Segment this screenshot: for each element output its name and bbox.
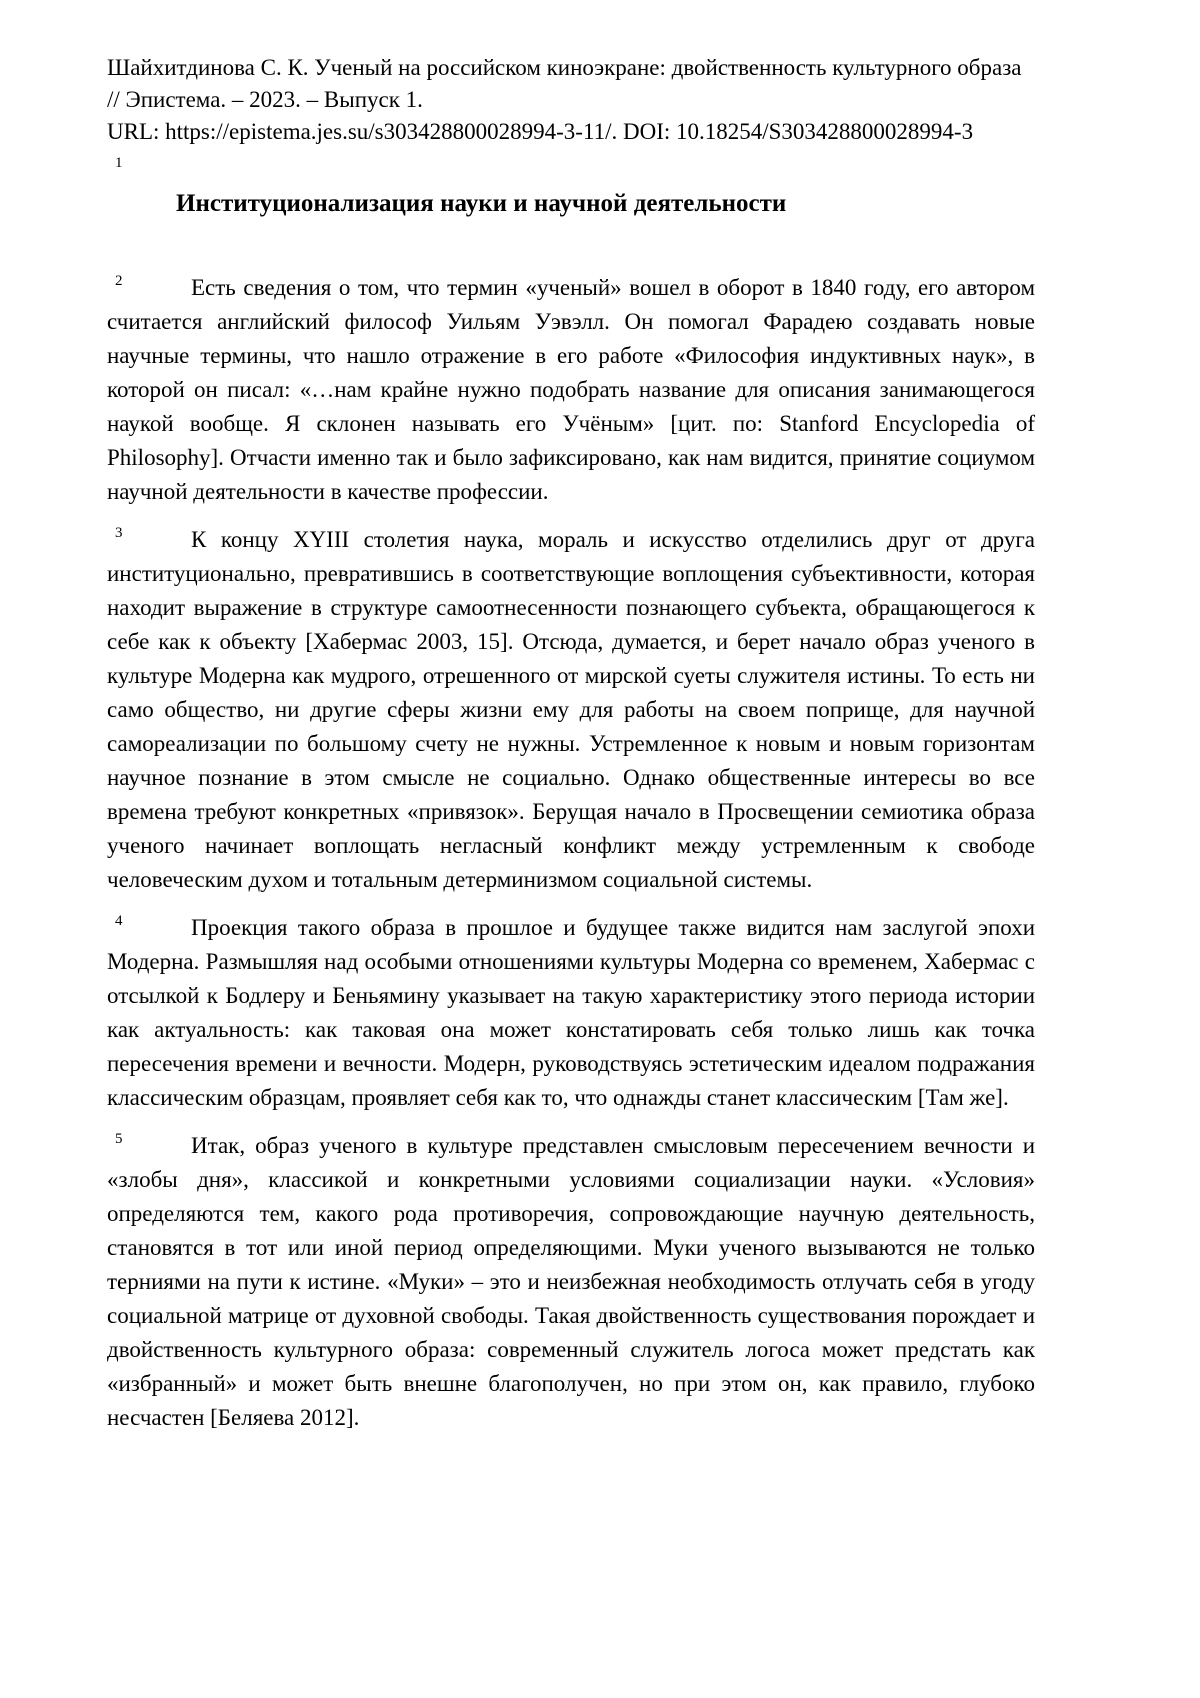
paragraph-text: Проекция такого образа в прошлое и будущее также видится нам заслугой эпохи Модерна. Размышляя над особыми отношениями культуры Модерна со временем, Хабермас с отсылкой к Бодлеру и Беньямину указывает на такую характеристику этого периода истории как актуальность: как таковая она может констатировать себя только лишь как точка пересечения времени и вечности. Модерн, руководствуясь эстетическим идеалом подражания классическим образцам, проявляет себя как то, что однажды станет классическим [Там же].	[107, 915, 1035, 1110]
paragraph	[107, 523, 1035, 897]
section-heading: Институционализация науки и научной деятельности	[176, 190, 787, 217]
paragraph	[107, 1129, 1035, 1435]
paragraph-number-3: 3	[115, 525, 123, 541]
paragraph-number-4: 4	[115, 913, 123, 929]
paragraph-text: Итак, образ ученого в культуре представлен смысловым пересечением вечности и «злобы дня», классикой и конкретными условиями социализации науки. «Условия» определяются тем, какого рода противоречия, сопровождающие научную деятельность, становятся в тот или иной период определяющими. Муки ученого вызываются не только терниями на пути к истине. «Муки» – это и неизбежная необходимость отлучать себя в угоду социальной матрице от духовной свободы. Такая двойственность существования порождает и двойственность культурного образа: современный служитель логоса может предстать как «избранный» и может быть внешне благополучен, но при этом он, как правило, глубоко несчастен [Беляева 2012].	[107, 1133, 1035, 1430]
paragraph-number-2: 2	[115, 273, 123, 289]
citation-line-1: Шайхитдинова С. К. Ученый на российском киноэкране: двойственность культурного образа // Эпистема. – 2023. – Выпуск 1.	[107, 55, 1022, 112]
paragraph-number-5: 5	[115, 1131, 123, 1147]
paragraph-text: Есть сведения о том, что термин «ученый» вошел в оборот в 1840 году, его автором считается английский философ Уильям Уэвэлл. Он помогал Фарадею создавать новые научные термины, что нашло отражение в его работе «Философия индуктивных наук», в которой он писал: «…нам крайне нужно подобрать название для описания занимающегося наукой вообще. Я склонен называть его Учёным» [цит. по: Stanford Encyclopedia of Philosophy]. Отчасти именно так и было зафиксировано, как нам видится, принятие социумом научной деятельности в качестве профессии.	[107, 275, 1035, 504]
paragraph-text: К концу ХYIII столетия наука, мораль и искусство отделились друг от друга институционально, превратившись в соответствующие воплощения субъективности, которая находит выражение в структуре самоотнесенности познающего субъекта, обращающегося к себе как к объекту [Хабермас 2003, 15]. Отсюда, думается, и берет начало образ ученого в культуре Модерна как мудрого, отрешенного от мирской суеты служителя истины. То есть ни само общество, ни другие сферы жизни ему для работы на своем поприще, для научной самореализации по большому счету не нужны. Устремленное к новым и новым горизонтам научное познание в этом смысле не социально. Однако общественные интересы во все времена требуют конкретных «привязок». Берущая начало в Просвещении семиотика образа ученого начинает воплощать негласный конфликт между устремленным к свободе человеческим духом и тотальным детерминизмом социальной системы.	[107, 527, 1035, 892]
paragraph	[107, 911, 1035, 1115]
paragraph	[107, 271, 1035, 509]
citation-header	[107, 52, 1035, 148]
citation-line-2: URL: https://epistema.jes.su/s303428800028994-3-11/. DOI: 10.18254/S303428800028994-3	[107, 119, 974, 144]
paragraph-number-1: 1	[115, 155, 123, 171]
